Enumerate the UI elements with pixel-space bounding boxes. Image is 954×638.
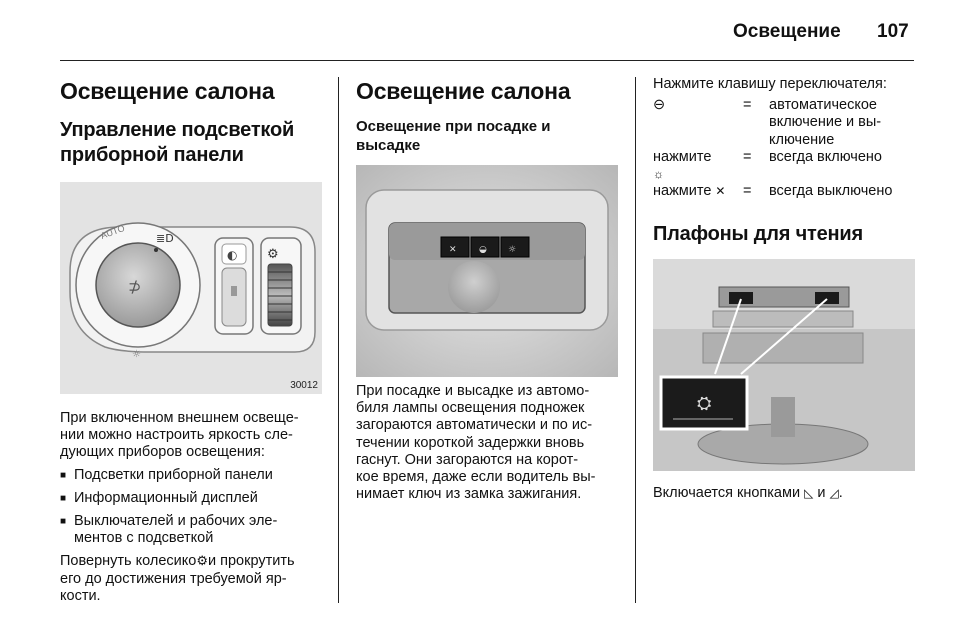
bullet-text: Подсветки приборной панели	[74, 466, 273, 483]
subsection-heading-line2: приборной панели	[60, 144, 244, 166]
equals-sign: =	[743, 97, 752, 114]
paragraph-line: При включенном внешнем освеще-	[60, 410, 299, 426]
page-number: 107	[877, 21, 909, 42]
paragraph-line: нии можно настроить яркость сле-	[60, 427, 293, 444]
paragraph-line: гаснут. Они загораются на корот-	[356, 451, 579, 468]
text-run: и прокрутить	[208, 553, 295, 570]
paragraph-line: нимает ключ из замка зажигания.	[356, 486, 582, 503]
paragraph-line: биля лампы освещения подножек	[356, 400, 585, 417]
dimmer-control-figure	[60, 182, 322, 394]
bullet-square-icon: ■	[60, 469, 67, 481]
intro-paragraph	[60, 410, 326, 462]
table-cell-text: включение и вы-	[769, 114, 882, 131]
table-row	[653, 97, 915, 149]
entry-lighting-figure	[356, 165, 618, 377]
bullet-square-icon: ■	[60, 516, 67, 528]
column-2	[356, 72, 622, 503]
bullet-item	[60, 513, 326, 547]
bullet-text: Информационный дисплей	[74, 489, 258, 506]
switch-intro: Нажмите клавишу переключателя:	[653, 76, 887, 92]
svg-text:⚙: ⚙	[267, 247, 279, 262]
table-cell-text: всегда выключено	[769, 183, 893, 200]
table-cell-text: нажмите	[653, 148, 712, 165]
table-cell-text: автоматическое	[769, 97, 877, 114]
column-1	[60, 72, 326, 605]
section-heading: Освещение салона	[60, 78, 275, 104]
bullet-item	[60, 490, 326, 507]
auto-label: AUTO	[99, 222, 127, 241]
svg-text:◒: ◒	[479, 245, 487, 255]
svg-text:◐: ◐	[227, 248, 238, 262]
bullet-text: Выключателей и рабочих эле-	[74, 513, 278, 530]
text-run: и	[817, 485, 826, 502]
subsection-heading-line2: высадке	[356, 137, 421, 154]
reading-lights-caption	[653, 485, 915, 502]
svg-text:☼: ☼	[132, 349, 141, 360]
table-row	[653, 149, 915, 183]
bullet-item	[60, 467, 326, 484]
text-run: Повернуть колесико	[60, 553, 197, 570]
switch-function-table	[653, 97, 915, 200]
svg-text:✕: ✕	[449, 245, 457, 255]
column-divider-1	[338, 77, 339, 603]
table-cell-text: всегда включено	[769, 148, 882, 165]
paragraph-line: кости.	[60, 587, 101, 604]
reading-light-left-icon: ◺	[804, 486, 814, 501]
interior-light-lens	[448, 261, 500, 313]
reading-light-right-icon: ◿	[829, 486, 839, 501]
entry-lighting-paragraph	[356, 383, 622, 503]
bullet-text: ментов с подсветкой	[74, 530, 214, 547]
paragraph-line: При посадке и высадке из автомо-	[356, 383, 590, 399]
subsection-heading-line1: Управление подсветкой	[60, 119, 295, 141]
header-rule	[60, 60, 914, 61]
equals-sign: =	[743, 148, 752, 165]
page-header-title: Освещение	[733, 21, 841, 42]
column-divider-2	[635, 77, 636, 603]
column-3	[653, 72, 915, 503]
subsection-heading-line1: Освещение при посадке и	[356, 118, 551, 135]
equals-sign: =	[743, 183, 752, 200]
reading-lights-heading: Плафоны для чтения	[653, 223, 863, 246]
paragraph-line: кое время, даже если водитель вы-	[356, 469, 596, 486]
svg-text:≣D: ≣D	[156, 232, 174, 245]
figure-number: 30012	[290, 380, 318, 391]
instruction-paragraph	[60, 552, 326, 605]
table-cell-text: нажмите	[653, 183, 712, 200]
svg-text:⊅: ⊅	[128, 277, 142, 296]
text-run: Включается кнопками	[653, 485, 801, 502]
svg-text:⛭: ⛭	[697, 393, 712, 415]
dimmer-wheel-icon: ⚙	[196, 553, 208, 569]
bullet-list	[60, 467, 326, 548]
table-cell-text: ключение	[769, 131, 835, 148]
paragraph-line: течении короткой задержки вновь	[356, 434, 585, 451]
svg-text:☼: ☼	[508, 245, 517, 255]
bullet-square-icon: ■	[60, 492, 67, 504]
text-run: .	[838, 485, 843, 502]
paragraph-line: его до достижения требуемой яр-	[60, 570, 287, 587]
paragraph-line: загораются автоматически и по ис-	[356, 417, 593, 434]
section-heading: Освещение салона	[356, 78, 571, 104]
paragraph-line	[60, 552, 326, 570]
lamp-off-icon: ✕	[715, 184, 726, 199]
lamp-on-icon: ☼	[653, 167, 664, 182]
reading-lights-figure	[653, 259, 915, 471]
table-row	[653, 183, 915, 200]
paragraph-line: дующих приборов освещения:	[60, 444, 265, 461]
auto-lamp-icon: ⊖	[653, 97, 666, 114]
